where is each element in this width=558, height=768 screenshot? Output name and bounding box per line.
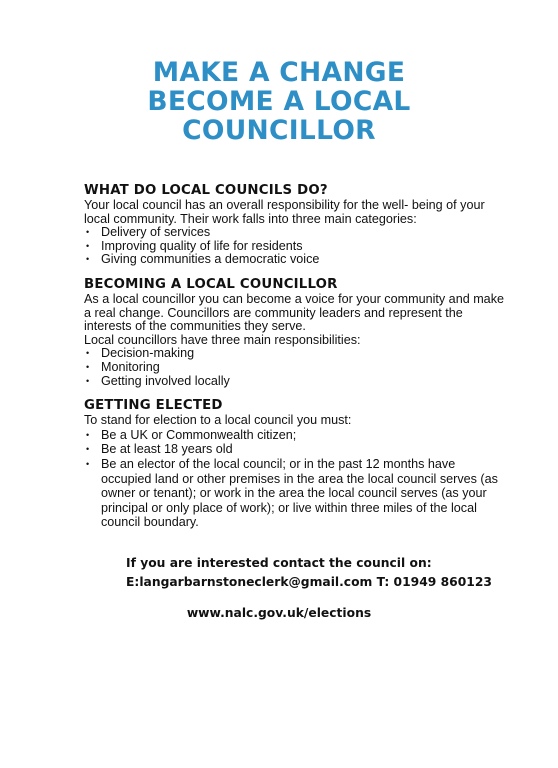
section-becoming-councillor [84, 277, 504, 388]
title-line-2: BECOME A LOCAL [147, 86, 411, 117]
website-url: www.nalc.gov.uk/elections [186, 606, 372, 620]
flyer-body [84, 183, 504, 530]
title-line-1: MAKE A CHANGE [152, 57, 406, 88]
list-item: • Be a UK or Commonwealth citizen; [84, 428, 504, 443]
bullet-list [84, 347, 504, 388]
list-item: • Delivery of services [84, 226, 504, 240]
contact-details: E:langarbarnstoneclerk@gmail.com T: 01949 860123 [126, 575, 492, 589]
contact-block [126, 554, 492, 592]
section-heading: GETTING ELECTED [84, 398, 223, 414]
flyer-title [0, 58, 558, 145]
list-item: • Be an elector of the local council; or in the past 12 months have occupied land or other premises in the area the local council serves (as owner or tenant); or work in the area the local council serves (as your principal or only place of work); or live within three miles of the local council boundary. [84, 457, 504, 530]
contact-intro: If you are interested contact the council on: [126, 556, 432, 570]
section-what-councils-do [84, 183, 504, 267]
list-item: • Monitoring [84, 361, 504, 375]
section-paragraph: As a local councillor you can become a voice for your community and make a real change. Councillors are community leaders and represent the interests of the communities they serve. [84, 291, 504, 334]
section-heading: BECOMING A LOCAL COUNCILLOR [84, 276, 338, 292]
list-item: • Giving communities a democratic voice [84, 253, 504, 267]
section-heading: WHAT DO LOCAL COUNCILS DO? [84, 183, 328, 198]
bullet-list [84, 226, 504, 267]
section-paragraph: Your local council has an overall responsibility for the well- being of your local community. Their work falls into three main categories: [84, 198, 485, 226]
list-item: • Be at least 18 years old [84, 442, 504, 457]
title-line-3: COUNCILLOR [182, 115, 376, 146]
section-getting-elected [84, 398, 504, 530]
section-paragraph: Local councillors have three main responsibilities: [84, 332, 361, 347]
list-item: • Improving quality of life for residents [84, 240, 504, 254]
section-paragraph: To stand for election to a local council you must: [84, 413, 352, 428]
list-item: • Getting involved locally [84, 375, 504, 389]
list-item: • Decision-making [84, 347, 504, 361]
bullet-list [84, 428, 504, 530]
